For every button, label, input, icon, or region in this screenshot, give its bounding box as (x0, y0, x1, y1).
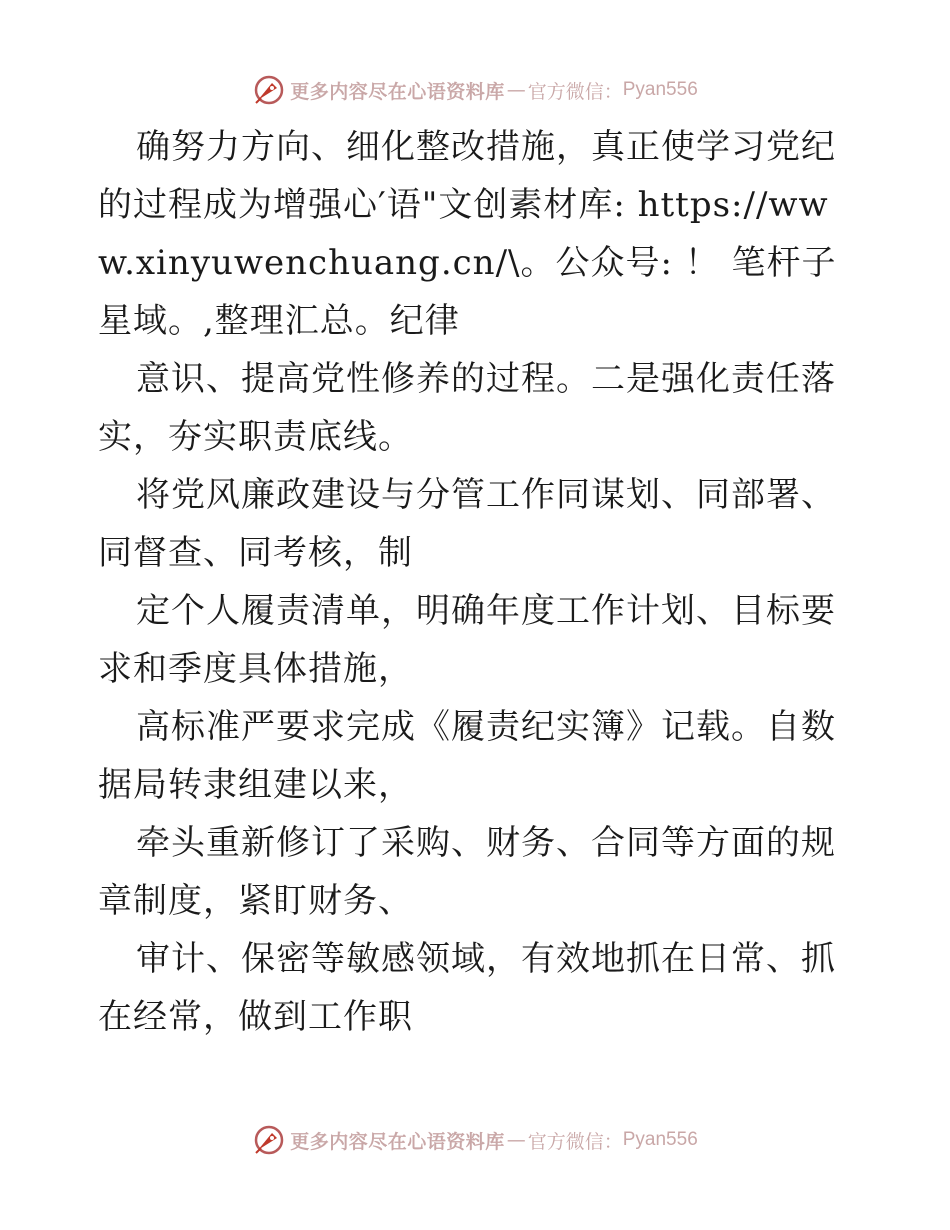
banner-main-text: 更多内容尽在心语资料库 (290, 80, 505, 103)
paragraph-7: 审计、保密等敏感领域，有效地抓在日常、抓在经常，做到工作职 (98, 939, 836, 1037)
banner-wechat-label: 官方微信： (527, 80, 623, 103)
paragraph-5: 高标准严要求完成《履责纪实簿》记载。自数据局转隶组建以来， (98, 707, 836, 805)
banner-wechat-id: Pyan556 (622, 1129, 698, 1150)
banner-wechat-id: Pyan556 (622, 79, 698, 100)
pen-nib-logo-icon (252, 1123, 286, 1157)
banner-dash: — (506, 1129, 526, 1151)
paragraph-1: 确努力方向、细化整改措施，真正使学习党纪的过程成为增强心′语"文创素材库: https://www.xinyuwenchuang.cn/\。公众号: ！ 笔杆子星域。,整理汇总。纪律 (98, 127, 837, 341)
paragraph-3: 将党风廉政建设与分管工作同谋划、同部署、同督查、同考核，制 (98, 475, 836, 573)
paragraph-4: 定个人履责清单，明确年度工作计划、目标要求和季度具体措施， (98, 591, 836, 689)
pen-nib-logo-icon (252, 73, 286, 107)
document-body (98, 118, 858, 1046)
paragraph-6: 牵头重新修订了采购、财务、合同等方面的规章制度，紧盯财务、 (98, 823, 836, 921)
banner-wechat-label: 官方微信： (527, 1130, 623, 1153)
banner-dash: — (506, 79, 526, 101)
footer-banner (0, 1120, 950, 1160)
paragraph-2: 意识、提高党性修养的过程。二是强化责任落实，夯实职责底线。 (98, 359, 836, 457)
banner-main-text: 更多内容尽在心语资料库 (290, 1130, 505, 1153)
header-banner (0, 70, 950, 110)
